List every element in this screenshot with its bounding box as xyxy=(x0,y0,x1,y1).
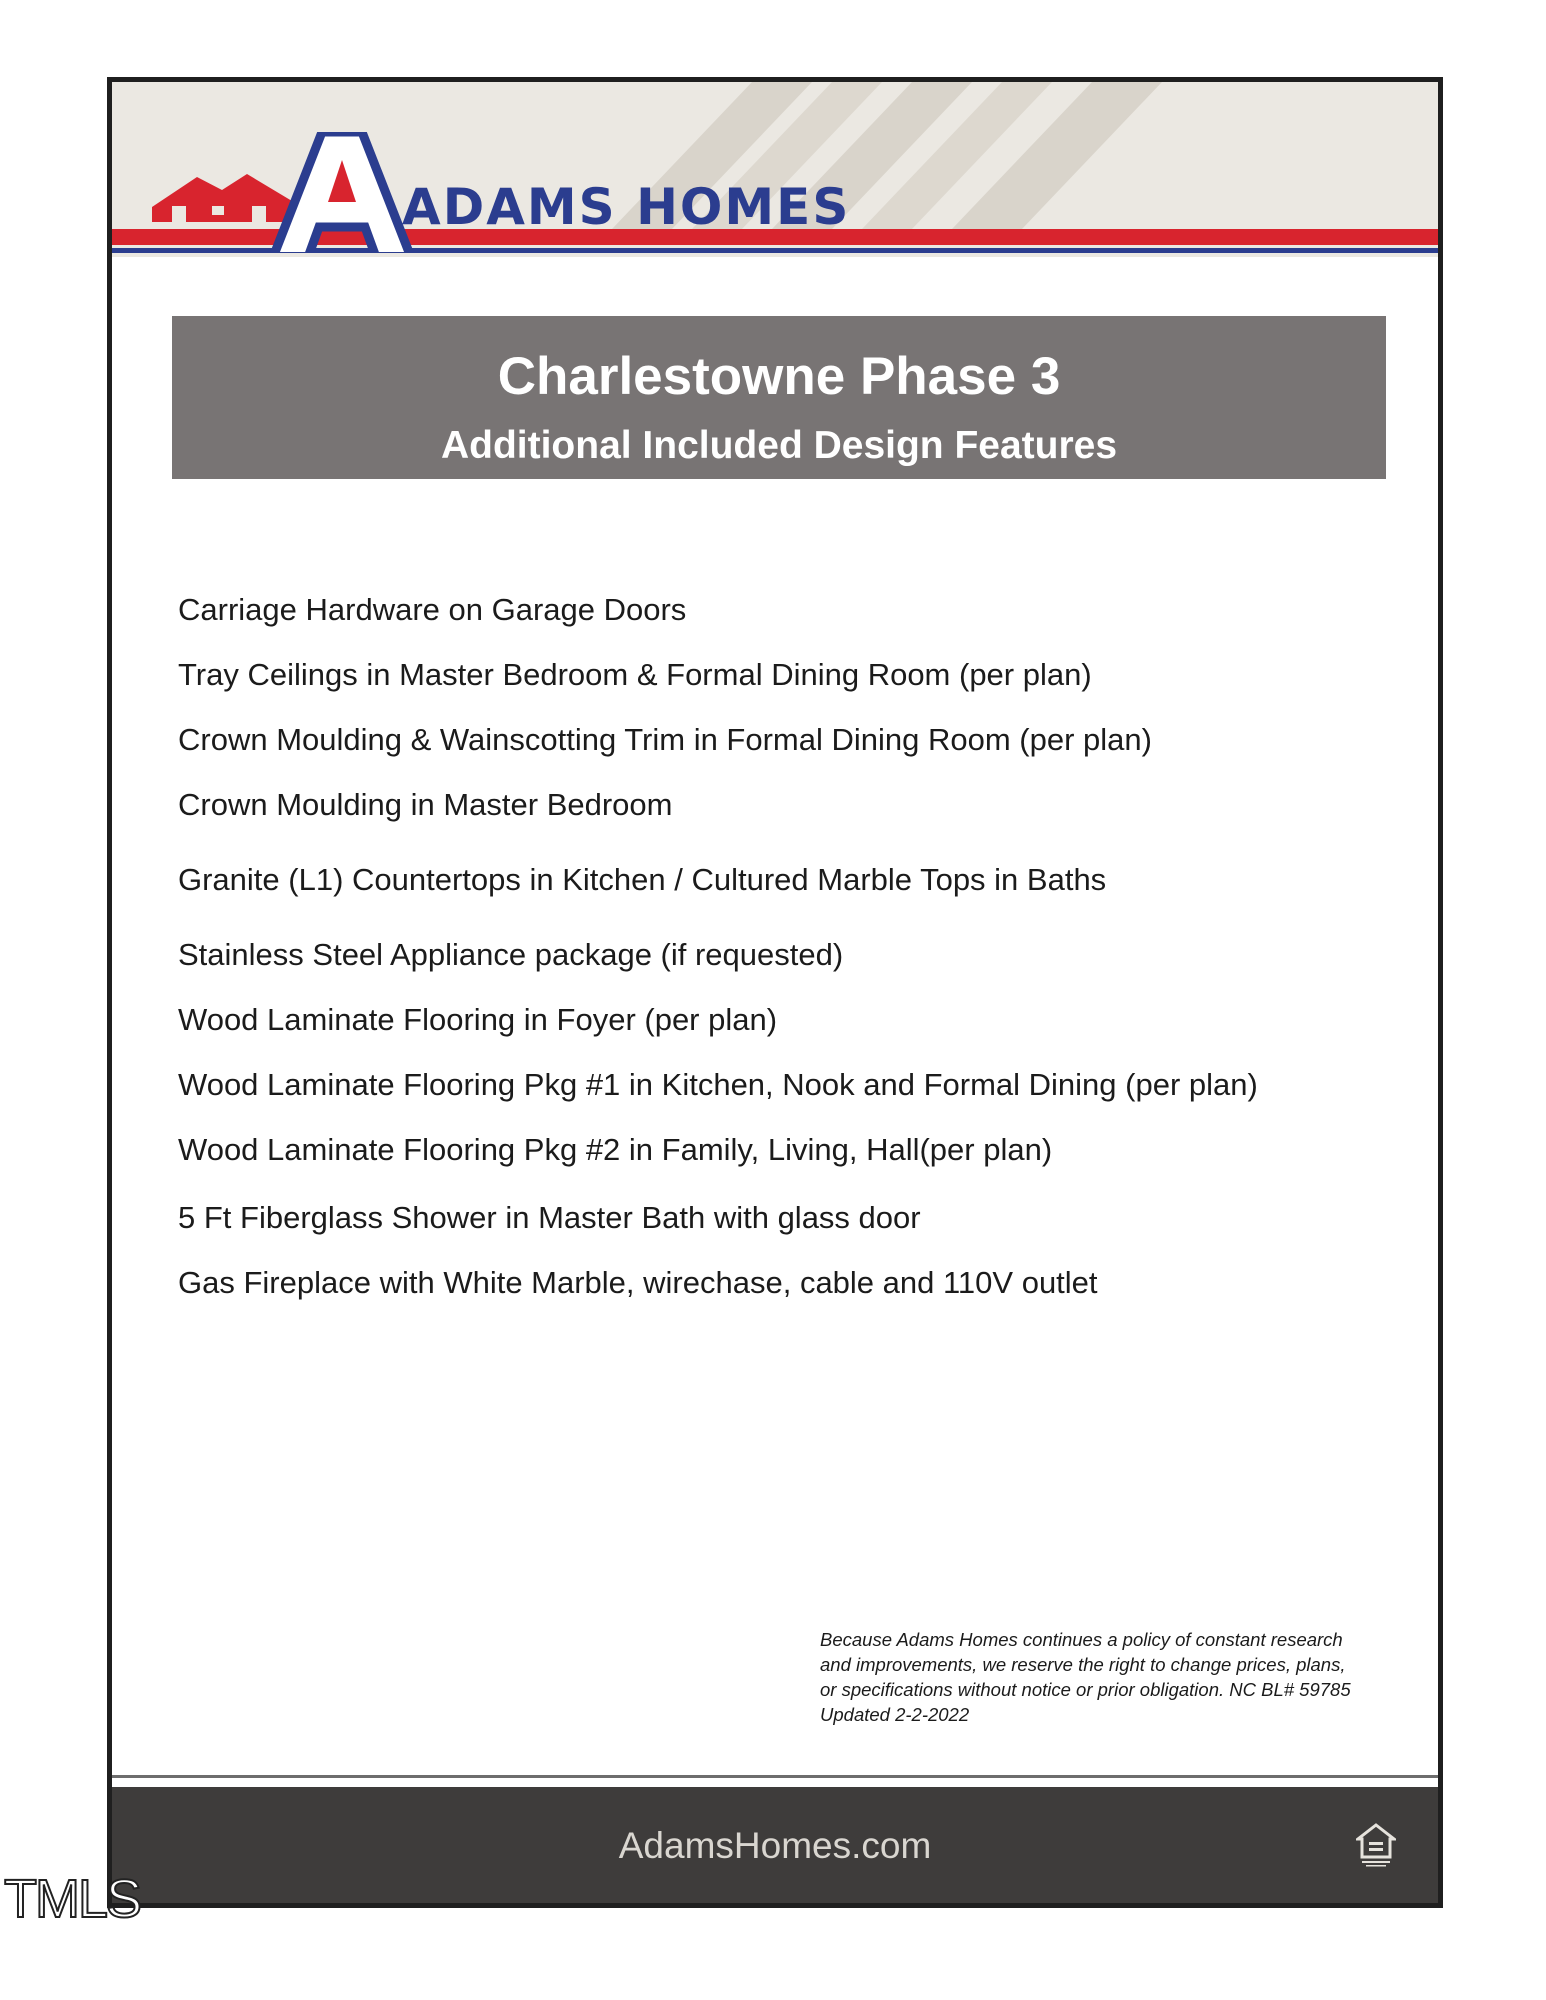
feature-item: Wood Laminate Flooring Pkg #1 in Kitchen, Nook and Formal Dining (per plan) xyxy=(178,1067,1258,1102)
page-subtitle: Additional Included Design Features xyxy=(440,424,1118,467)
footer-divider xyxy=(112,1775,1438,1778)
mls-watermark: TMLS xyxy=(4,1869,141,1929)
flyer-page xyxy=(107,77,1443,1908)
feature-item: Crown Moulding & Wainscotting Trim in Formal Dining Room (per plan) xyxy=(178,722,1152,757)
disclaimer xyxy=(820,1627,1380,1727)
feature-item: Gas Fireplace with White Marble, wirechase, cable and 110V outlet xyxy=(178,1265,1098,1300)
disclaimer-line: or specifications without notice or prior obligation. NC BL# 59785 xyxy=(820,1679,1351,1700)
feature-item: 5 Ft Fiberglass Shower in Master Bath with glass door xyxy=(178,1200,921,1235)
feature-item: Stainless Steel Appliance package (if requested) xyxy=(178,937,844,972)
disclaimer-line: and improvements, we reserve the right to change prices, plans, xyxy=(820,1654,1346,1675)
equal-housing-opportunity-icon xyxy=(1356,1823,1396,1867)
feature-item: Granite (L1) Countertops in Kitchen / Cultured Marble Tops in Baths xyxy=(178,862,1107,897)
brand-name: ADAMS HOMES xyxy=(402,178,851,236)
page-title: Charlestowne Phase 3 xyxy=(497,347,1061,406)
footer xyxy=(112,1787,1438,1908)
disclaimer-line: Updated 2-2-2022 xyxy=(820,1704,970,1725)
brand-header xyxy=(112,82,1438,257)
title-band xyxy=(172,316,1386,479)
feature-item: Tray Ceilings in Master Bedroom & Formal Dining Room (per plan) xyxy=(178,657,1092,692)
website-link[interactable]: AdamsHomes.com xyxy=(618,1825,932,1866)
feature-item: Crown Moulding in Master Bedroom xyxy=(178,787,673,822)
disclaimer-line: Because Adams Homes continues a policy of constant research xyxy=(820,1629,1343,1650)
feature-item: Wood Laminate Flooring Pkg #2 in Family, Living, Hall(per plan) xyxy=(178,1132,1053,1167)
feature-item: Wood Laminate Flooring in Foyer (per plan) xyxy=(178,1002,778,1037)
feature-item: Carriage Hardware on Garage Doors xyxy=(178,592,687,627)
